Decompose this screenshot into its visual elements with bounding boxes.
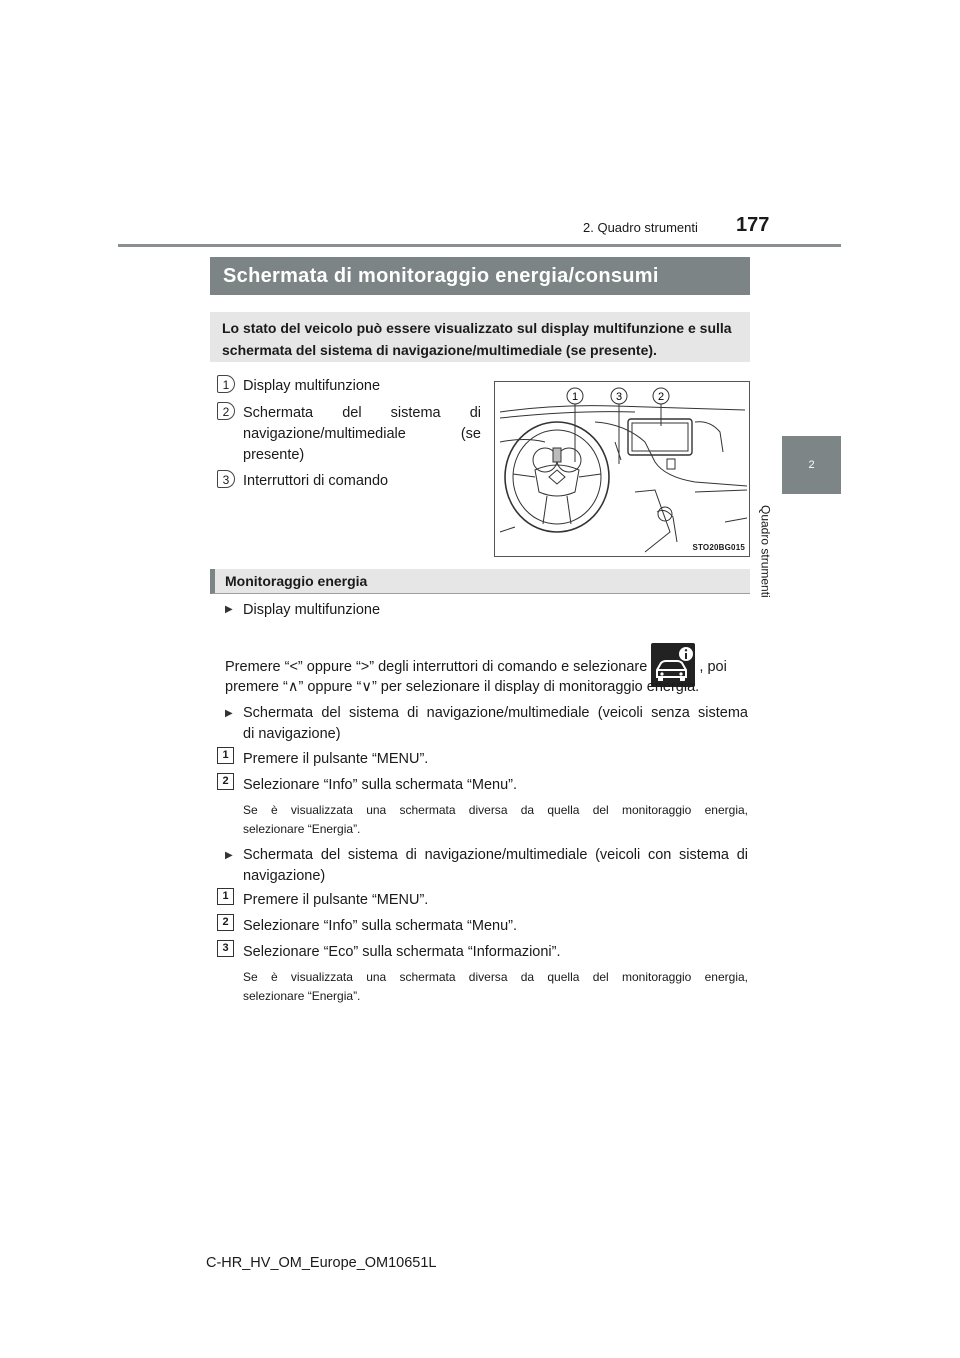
bullet-3-text xyxy=(243,845,748,887)
callout-text-1: Display multifunzione xyxy=(243,378,381,394)
subsection-title: Monitoraggio energia xyxy=(210,569,750,594)
step-number-b2: 2 xyxy=(217,914,234,931)
bullet-2-text xyxy=(243,703,748,745)
paragraph-1-part-b: , poi xyxy=(699,658,727,675)
step-number-b1: 1 xyxy=(217,888,234,905)
figure-callout-1: 1 xyxy=(571,391,579,403)
running-head: 2. Quadro strumenti xyxy=(583,220,698,235)
step-text-a2: Selezionare “Info” sulla schermata “Menu”. xyxy=(243,777,518,793)
bullet-3-line2: navigazione) xyxy=(243,868,326,884)
callout-number-2: 2 xyxy=(217,402,235,420)
paragraph-1-part-a: Premere “<” oppure “>” degli interruttori di comando e selezionare xyxy=(225,658,648,675)
intro-box: Lo stato del veicolo può essere visualizzato sul display multifunzione e sulla schermata del sistema di navigazione/multimediale (se presente). xyxy=(210,312,750,362)
bullet-triangle-icon: ▶ xyxy=(225,850,233,861)
chapter-label xyxy=(758,505,822,615)
note-b xyxy=(243,968,748,1006)
header-rule xyxy=(118,244,841,247)
step-text-b3: Selezionare “Eco” sulla schermata “Informazioni”. xyxy=(243,944,561,960)
note-a-line2: selezionare “Energia”. xyxy=(243,822,361,836)
step-text-b2: Selezionare “Info” sulla schermata “Menu”. xyxy=(243,918,518,934)
bullet-triangle-icon: ▶ xyxy=(225,604,233,615)
chapter-label-text: Quadro strumenti xyxy=(758,505,773,598)
step-text-a1: Premere il pulsante “MENU”. xyxy=(243,751,429,767)
bullet-2-line2: di navigazione) xyxy=(243,726,341,742)
note-b-line1: Se è visualizzata una schermata diversa da quella del monitoraggio energia, xyxy=(243,970,748,984)
figure-callout-2: 2 xyxy=(657,391,665,403)
step-number-a1: 1 xyxy=(217,747,234,764)
bullet-triangle-icon: ▶ xyxy=(225,708,233,719)
bullet-2-line1: Schermata del sistema di navigazione/multimediale (veicoli senza sistema xyxy=(243,705,748,721)
callout-text-2-line1: Schermata del sistema di xyxy=(243,405,481,421)
step-number-a2: 2 xyxy=(217,773,234,790)
callout-number-1: 1 xyxy=(217,375,235,393)
paragraph-1-line2: premere “∧” oppure “∨” per selezionare il display di monitoraggio energia. xyxy=(225,679,700,695)
callout-text-2-line2: navigazione/multimediale (se xyxy=(243,426,481,442)
bullet-3-line1: Schermata del sistema di navigazione/multimediale (veicoli con sistema di xyxy=(243,847,748,863)
step-text-b1: Premere il pulsante “MENU”. xyxy=(243,892,429,908)
note-a xyxy=(243,801,748,839)
note-a-line1: Se è visualizzata una schermata diversa da quella del monitoraggio energia, xyxy=(243,803,748,817)
callout-text-3: Interruttori di comando xyxy=(243,473,389,489)
note-b-line2: selezionare “Energia”. xyxy=(243,989,361,1003)
chapter-tab: 2 xyxy=(782,436,841,494)
callout-text-2-line3: presente) xyxy=(243,447,305,463)
dashboard-figure xyxy=(494,381,750,557)
figure-callouts xyxy=(567,388,669,404)
bullet-1-text: Display multifunzione xyxy=(243,602,381,618)
figure-caption: STO20BG015 xyxy=(692,543,745,552)
step-number-b3: 3 xyxy=(217,940,234,957)
document-code: C-HR_HV_OM_Europe_OM10651L xyxy=(206,1255,437,1271)
dashboard-illustration xyxy=(495,382,749,556)
figure-callout-3: 3 xyxy=(615,391,623,403)
section-title: Schermata di monitoraggio energia/consumi xyxy=(210,257,750,295)
page-number: 177 xyxy=(736,214,770,236)
callout-text-2 xyxy=(243,403,481,466)
callout-number-3: 3 xyxy=(217,470,235,488)
